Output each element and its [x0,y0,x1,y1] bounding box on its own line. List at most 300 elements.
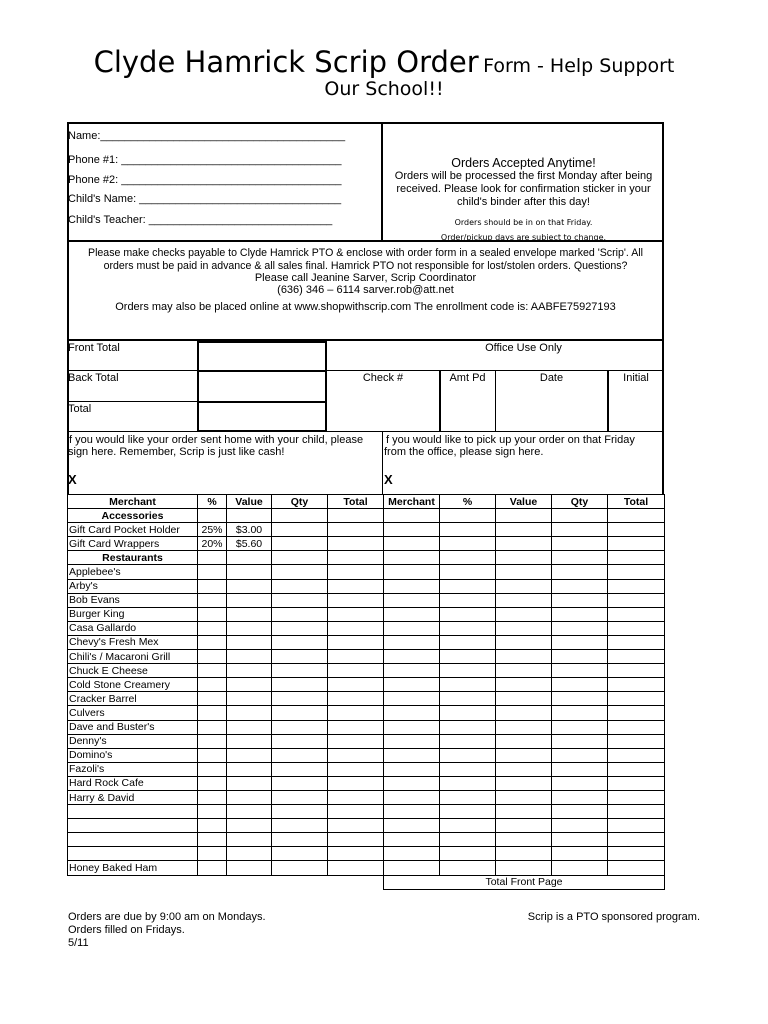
merchant-cell: Gift Card Pocket Holder [68,523,198,537]
section-heading: Accessories [68,509,198,523]
qty-input-cell[interactable] [272,805,328,819]
total-input-cell[interactable] [328,692,384,706]
value-cell [227,635,272,649]
table-row [68,509,384,523]
total-input-cell[interactable] [328,762,384,776]
value-input-cell[interactable] [496,734,552,748]
total-input-cell[interactable] [328,720,384,734]
percent-input-cell[interactable] [440,523,496,537]
merchant-cell: Casa Gallardo [68,621,198,635]
value-cell [227,706,272,720]
merchant-input-cell[interactable] [384,537,440,551]
qty-input-cell[interactable] [272,790,328,804]
merchant-cell: Cold Stone Creamery [68,678,198,692]
qty-input-cell[interactable] [272,565,328,579]
left-header-value: Value [227,495,272,509]
qty-input-cell[interactable] [272,833,328,847]
qty-input-cell[interactable] [272,706,328,720]
table-row [68,579,384,593]
total-input-cell[interactable] [328,537,384,551]
table-row [68,607,384,621]
percent-cell [198,819,227,833]
total-input-cell[interactable] [608,833,665,847]
value-input-cell[interactable] [496,635,552,649]
left-header-total: Total [328,495,384,509]
qty-input-cell[interactable] [272,635,328,649]
percent-input-cell[interactable] [440,565,496,579]
merchant-input-cell[interactable] [384,607,440,621]
table-row [68,650,384,664]
value-input-cell[interactable] [496,762,552,776]
total-input-cell[interactable] [328,650,384,664]
percent-input-cell[interactable] [440,748,496,762]
value-cell [227,593,272,607]
total-input-cell[interactable] [608,607,665,621]
merchant-cell [68,833,198,847]
send-home-text-line2: sign here. Remember, Scrip is just like cash! [68,446,285,458]
total-input-cell[interactable] [328,593,384,607]
qty-input-cell[interactable] [552,790,608,804]
title-main: Clyde Hamrick Scrip Order [93,45,479,79]
orders-heading: Orders Accepted Anytime! [451,156,596,170]
total-input-cell[interactable] [608,692,665,706]
total-input-cell[interactable] [328,565,384,579]
right-header-percent: % [440,495,496,509]
percent-input-cell[interactable] [440,607,496,621]
merchant-input-cell[interactable] [384,734,440,748]
instructions-line2: orders must be paid in advance & all sales final. Hamrick PTO not responsible for lost/stolen orders. Questions? [103,260,628,272]
value-cell [227,819,272,833]
total-input-cell[interactable] [608,664,665,678]
merchant-input-cell[interactable] [384,720,440,734]
value-input-cell[interactable] [496,805,552,819]
qty-input-cell[interactable] [552,678,608,692]
empty-cell [272,551,328,565]
qty-input-cell[interactable] [552,720,608,734]
percent-input-cell[interactable] [440,537,496,551]
left-header-qty: Qty [272,495,328,509]
percent-input-cell[interactable] [440,720,496,734]
merchant-input-cell[interactable] [384,551,440,565]
merchant-input-cell[interactable] [384,593,440,607]
value-input-cell[interactable] [496,523,552,537]
table-row [68,805,384,819]
table-row [384,762,665,776]
table-row [68,678,384,692]
send-home-signature[interactable]: X [68,472,77,487]
value-cell [227,805,272,819]
value-cell [227,790,272,804]
merchant-input-cell[interactable] [384,650,440,664]
table-row [68,790,384,804]
qty-input-cell[interactable] [272,762,328,776]
total-input-cell[interactable] [328,706,384,720]
total-input-cell[interactable] [328,734,384,748]
merchant-input-cell[interactable] [384,805,440,819]
qty-input-cell[interactable] [552,509,608,523]
value-cell [227,607,272,621]
merchant-cell: Culvers [68,706,198,720]
send-home-text-line1: f you would like your order sent home with your child, please [69,434,364,446]
qty-input-cell[interactable] [272,650,328,664]
table-row [384,607,665,621]
percent-cell [198,664,227,678]
back-total-label: Back Total [68,372,119,384]
percent-cell [198,593,227,607]
qty-input-cell[interactable] [552,607,608,621]
table-row [384,790,665,804]
total-input-cell[interactable] [328,833,384,847]
percent-input-cell[interactable] [440,833,496,847]
merchant-input-cell[interactable] [384,509,440,523]
percent-cell [198,565,227,579]
amount-paid-label: Amt Pd [449,372,486,384]
qty-input-cell[interactable] [272,579,328,593]
percent-cell [198,678,227,692]
merchant-cell: Denny's [68,734,198,748]
total-input-cell[interactable] [608,776,665,790]
qty-input-cell[interactable] [552,621,608,635]
qty-input-cell[interactable] [552,593,608,607]
total-input-cell[interactable] [608,819,665,833]
qty-input-cell[interactable] [552,734,608,748]
merchant-input-cell[interactable] [384,790,440,804]
percent-cell [198,607,227,621]
value-cell [227,579,272,593]
percent-input-cell[interactable] [440,819,496,833]
merchant-cell: Domino's [68,748,198,762]
percent-input-cell[interactable] [440,593,496,607]
merchant-input-cell[interactable] [384,776,440,790]
value-input-cell[interactable] [496,593,552,607]
total-input-cell[interactable] [328,523,384,537]
total-input-cell[interactable] [608,805,665,819]
total-input-cell[interactable] [328,805,384,819]
table-row [68,861,384,875]
value-input-cell[interactable] [496,847,552,861]
qty-input-cell[interactable] [272,847,328,861]
instructions-line4: (636) 346 – 6114 sarver.rob@att.net [277,284,454,296]
title-sub: Form - Help Support [483,55,675,77]
table-row [384,537,665,551]
front-total-label: Front Total [68,342,120,354]
qty-input-cell[interactable] [552,861,608,875]
percent-input-cell[interactable] [440,861,496,875]
total-input-cell[interactable] [328,607,384,621]
percent-input-cell[interactable] [440,635,496,649]
table-row [384,509,665,523]
phone2-field[interactable]: Phone #2: ____________________________________ [68,174,342,186]
total-input-cell[interactable] [328,790,384,804]
value-input-cell[interactable] [496,551,552,565]
merchant-cell: Hard Rock Cafe [68,776,198,790]
pickup-text-line1: f you would like to pick up your order on that Friday [386,434,635,446]
total-input-cell[interactable] [608,579,665,593]
total-input-cell[interactable] [328,847,384,861]
total-input-cell[interactable] [608,537,665,551]
orders-small1: Orders should be in on that Friday. [454,218,593,227]
right-header-merchant: Merchant [384,495,440,509]
percent-input-cell[interactable] [440,650,496,664]
percent-cell [198,692,227,706]
value-input-cell[interactable] [496,692,552,706]
table-row [384,650,665,664]
value-input-cell[interactable] [496,819,552,833]
total-front-page-row [384,875,665,889]
merchant-cell: Harry & David [68,790,198,804]
total-input-cell[interactable] [608,621,665,635]
table-row [68,748,384,762]
qty-input-cell[interactable] [552,776,608,790]
percent-input-cell[interactable] [440,790,496,804]
table-row [68,776,384,790]
total-input-cell[interactable] [608,551,665,565]
table-row [68,621,384,635]
total-input-cell[interactable] [608,635,665,649]
merchant-input-cell[interactable] [384,861,440,875]
qty-input-cell[interactable] [552,692,608,706]
total-input-cell[interactable] [328,819,384,833]
back-total-input[interactable] [197,371,327,403]
value-input-cell[interactable] [496,650,552,664]
value-cell [227,621,272,635]
table-row [384,734,665,748]
percent-cell [198,621,227,635]
table-row [68,565,384,579]
qty-input-cell[interactable] [552,748,608,762]
percent-input-cell[interactable] [440,551,496,565]
value-input-cell[interactable] [496,790,552,804]
percent-cell: 25% [198,523,227,537]
merchant-input-cell[interactable] [384,692,440,706]
qty-input-cell[interactable] [552,551,608,565]
percent-input-cell[interactable] [440,847,496,861]
qty-input-cell[interactable] [552,650,608,664]
value-cell [227,776,272,790]
empty-cell [272,509,328,523]
value-input-cell[interactable] [496,509,552,523]
value-input-cell[interactable] [496,861,552,875]
merchant-cell: Applebee's [68,565,198,579]
qty-input-cell[interactable] [272,523,328,537]
left-header-percent: % [198,495,227,509]
qty-input-cell[interactable] [272,537,328,551]
merchant-input-cell[interactable] [384,748,440,762]
merchant-input-cell[interactable] [384,523,440,537]
qty-input-cell[interactable] [552,819,608,833]
value-input-cell[interactable] [496,748,552,762]
total-input-cell[interactable] [608,762,665,776]
order-table-right [383,494,665,890]
value-cell [227,847,272,861]
value-cell [227,678,272,692]
qty-input-cell[interactable] [272,720,328,734]
total-input-cell[interactable] [328,579,384,593]
merchant-input-cell[interactable] [384,579,440,593]
qty-input-cell[interactable] [552,537,608,551]
value-cell [227,833,272,847]
qty-input-cell[interactable] [272,593,328,607]
merchant-input-cell[interactable] [384,635,440,649]
qty-input-cell[interactable] [552,635,608,649]
total-input-cell[interactable] [328,861,384,875]
total-input-cell[interactable] [608,523,665,537]
value-input-cell[interactable] [496,537,552,551]
percent-input-cell[interactable] [440,664,496,678]
table-row [384,565,665,579]
total-input-cell[interactable] [328,678,384,692]
qty-input-cell[interactable] [272,664,328,678]
percent-input-cell[interactable] [440,579,496,593]
total-input[interactable] [197,401,327,432]
merchant-input-cell[interactable] [384,847,440,861]
qty-input-cell[interactable] [552,847,608,861]
merchant-input-cell[interactable] [384,819,440,833]
total-input-cell[interactable] [328,635,384,649]
table-row [68,819,384,833]
value-input-cell[interactable] [496,621,552,635]
total-input-cell[interactable] [608,509,665,523]
qty-input-cell[interactable] [272,621,328,635]
percent-cell [198,635,227,649]
total-input-cell[interactable] [608,678,665,692]
percent-input-cell[interactable] [440,776,496,790]
qty-input-cell[interactable] [272,776,328,790]
value-cell: $5.60 [227,537,272,551]
table-row [384,720,665,734]
merchant-input-cell[interactable] [384,678,440,692]
table-row [68,593,384,607]
qty-input-cell[interactable] [272,819,328,833]
total-input-cell[interactable] [328,664,384,678]
online-order-note: Orders may also be placed online at www.shopwithscrip.com The enrollment code is: AABFE75927193 [115,301,616,313]
table-row [68,635,384,649]
merchant-cell: Chevy's Fresh Mex [68,635,198,649]
percent-cell [198,720,227,734]
percent-input-cell[interactable] [440,762,496,776]
merchant-input-cell[interactable] [384,833,440,847]
total-input-cell[interactable] [608,650,665,664]
percent-cell: 20% [198,537,227,551]
qty-input-cell[interactable] [272,748,328,762]
qty-input-cell[interactable] [552,664,608,678]
front-total-input[interactable] [197,341,327,372]
table-row [68,762,384,776]
value-input-cell[interactable] [496,706,552,720]
table-row [384,833,665,847]
total-input-cell[interactable] [608,847,665,861]
percent-input-cell[interactable] [440,678,496,692]
table-row [384,847,665,861]
table-row [384,805,665,819]
empty-cell [198,509,227,523]
percent-cell [198,762,227,776]
table-row [384,748,665,762]
table-row [384,706,665,720]
value-input-cell[interactable] [496,720,552,734]
percent-cell [198,748,227,762]
value-input-cell[interactable] [496,664,552,678]
merchant-input-cell[interactable] [384,621,440,635]
value-input-cell[interactable] [496,678,552,692]
total-input-cell[interactable] [328,776,384,790]
section-heading: Restaurants [68,551,198,565]
percent-cell [198,805,227,819]
qty-input-cell[interactable] [552,706,608,720]
value-input-cell[interactable] [496,776,552,790]
value-input-cell[interactable] [496,607,552,621]
pickup-signature[interactable]: X [384,472,393,487]
pickup-text-line2: from the office, please sign here. [384,446,544,458]
qty-input-cell[interactable] [552,565,608,579]
total-input-cell[interactable] [608,748,665,762]
qty-input-cell[interactable] [272,692,328,706]
merchant-input-cell[interactable] [384,706,440,720]
total-input-cell[interactable] [328,621,384,635]
percent-input-cell[interactable] [440,706,496,720]
child-name-field[interactable]: Child's Name: _________________________________ [68,193,342,205]
table-row [384,579,665,593]
total-input-cell[interactable] [608,790,665,804]
qty-input-cell[interactable] [272,734,328,748]
percent-input-cell[interactable] [440,621,496,635]
qty-input-cell[interactable] [552,833,608,847]
percent-input-cell[interactable] [440,509,496,523]
qty-input-cell[interactable] [272,861,328,875]
merchant-input-cell[interactable] [384,762,440,776]
value-cell [227,734,272,748]
total-input-cell[interactable] [608,734,665,748]
percent-cell [198,861,227,875]
merchant-cell: Chuck E Cheese [68,664,198,678]
value-input-cell[interactable] [496,579,552,593]
total-label: Total [68,403,92,415]
phone1-field[interactable]: Phone #1: ____________________________________ [68,154,342,166]
value-cell [227,861,272,875]
table-row [384,635,665,649]
name-field[interactable]: Name:________________________________________ [68,130,346,142]
empty-cell [198,551,227,565]
qty-input-cell[interactable] [552,762,608,776]
table-row [68,734,384,748]
table-row [384,551,665,565]
value-input-cell[interactable] [496,565,552,579]
total-input-cell[interactable] [608,565,665,579]
percent-input-cell[interactable] [440,805,496,819]
child-teacher-field[interactable]: Child's Teacher: ______________________________ [68,214,333,226]
table-row [68,833,384,847]
percent-input-cell[interactable] [440,734,496,748]
qty-input-cell[interactable] [552,523,608,537]
qty-input-cell[interactable] [552,805,608,819]
percent-input-cell[interactable] [440,692,496,706]
empty-cell [227,509,272,523]
merchant-input-cell[interactable] [384,664,440,678]
total-input-cell[interactable] [608,720,665,734]
qty-input-cell[interactable] [272,607,328,621]
page-title [0,46,768,101]
qty-input-cell[interactable] [552,579,608,593]
total-input-cell[interactable] [608,593,665,607]
qty-input-cell[interactable] [272,678,328,692]
merchant-input-cell[interactable] [384,565,440,579]
total-input-cell[interactable] [608,861,665,875]
right-header-total: Total [608,495,665,509]
value-input-cell[interactable] [496,833,552,847]
table-row [68,692,384,706]
total-input-cell[interactable] [328,748,384,762]
total-input-cell[interactable] [608,706,665,720]
